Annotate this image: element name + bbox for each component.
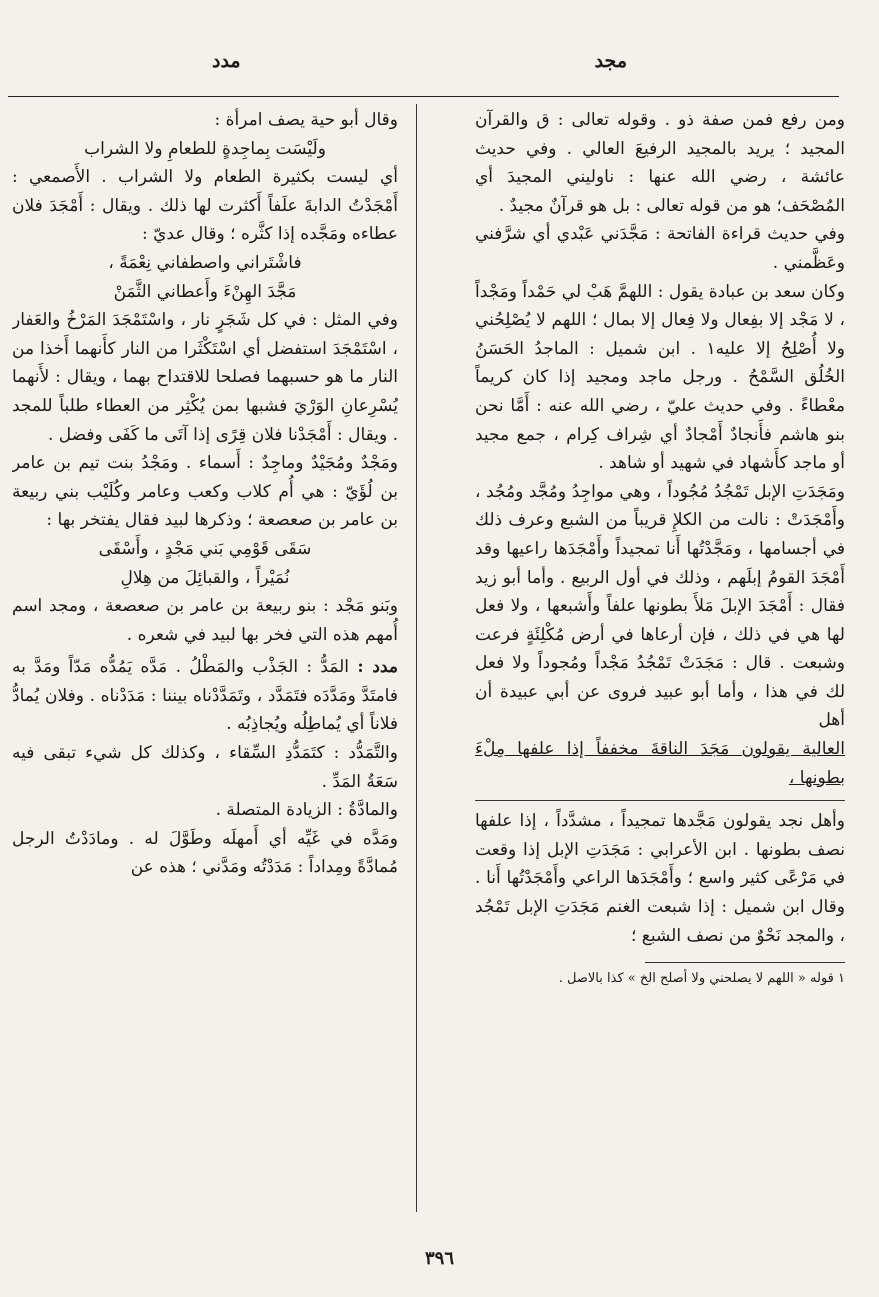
- paragraph: وقال أبو حية يصف امرأة :: [214, 110, 398, 130]
- verse-line: مَجَّدَ الهِنْءَ وأَعطاني الثَّمَنْ: [113, 281, 297, 302]
- footnote: ١ قوله « اللهم لا يصلحني ولا أصلح الخ » كذا بالاصل .: [558, 971, 845, 987]
- paragraph: ومَجْدٌ ومُجَيْدٌ وماجِدٌ : أَسماء . ومَجْدُ بنت تيم بن عامر بن لُؤَيّ : هي أُم كلاب وكعب وعامر وكُلَيْب بني ربيعة بن عامر بن صعصعة ؛ وذكرها لبيد فقال يفتخر بها :: [12, 453, 398, 531]
- paragraph: وكان سعد بن عبادة يقول : اللهمَّ هَبْ لي حَمْداً ومَجْداً ، لا مَجْد إلا بفِعال ولا فِعال إلا بمال ؛ اللهم لا يُصْلِحُني ولا أُصْلِحُ إلا عليه١ . ابن شميل : الماجدُ الحَسَنُ الخُلُق السَّمْحُ . ورجل ماجد ومجيد إذا كان كريماً معْطاءً . وفي حديث عليّ ، رضي الله عنه : أَمَّا نحن بنو هاشم فأَنجادٌ أَمْجادٌ أي شِراف كِرام ، جمع مجيد أو ماجد كأَشهاد في شهيد أو شاهد .: [475, 281, 845, 474]
- paragraph: وفي حديث قراءة الفاتحة : مَجَّدَني عَبْدي أي شرَّفني وعَظَّمني .: [475, 224, 845, 273]
- right-column: [475, 106, 845, 1196]
- verse-line: فاشْتَراني واصطفاني نِعْمَةً ،: [108, 252, 302, 273]
- header-right-word: مجد: [594, 50, 627, 72]
- verse-line: نُمَيْراً ، والقبائِلَ من هِلالِ: [120, 567, 290, 588]
- paragraph: والتَّمَدُّد : كتَمَدُّدِ السِّقاء ، وكذلك كل شيء تبقى فيه سَعَةُ المَدِّ .: [12, 743, 398, 792]
- entry-headword: مدد :: [357, 657, 398, 678]
- paragraph: أي ليست بكثيرة الطعام ولا الشراب . الأَصمعي : أَمْجَدْتُ الدابةَ علَفاً أَكثرت لها ذلك . ويقال : أَمْجَدَ فلان عطاءه ومَجَّده إذا كثَّره ؛ وقال عديّ :: [12, 167, 398, 245]
- footnote-rule: [645, 962, 845, 963]
- entry-text: المَدُّ : الجَذْب والمَطْلُ . مَدَّه يَمُدُّه مَدّاً ومَدَّ به فامتَدَّ ومَدَّدَه فتَمَدَّد ، وتَمَدَّدْناه بيننا : مَدَدْناه . وفلان يُمادُّ فلاناً أي يُماطِلُه ويُجاذِبُه .: [12, 657, 398, 735]
- paragraph: ومَجَدَتِ الإبل تَمْجُدُ مُجُوداً ، وهي مواجِدُ ومُجَّد ومُجُد ، وأَمْجَدَتْ : نالت من الكلإِ قريباً من الشبع وعرف ذلك في أجسامها ، ومَجَّدْتُها أَنا تمجيداً وأَمْجَدَها راعيها وقد أَمْجَدَ القومُ إبلَهم ، وذلك في أول الربيع . وأما أبو زيد فقال : أَمْجَدَ الإبلَ مَلأَ بطونها علفاً وأَشبعها ، ولا فعل لها هي في ذلك ، فإن أرعاها في أرض مُكْلِئَةٍ فرعت وشبعت . قال : مَجَدَتْ تَمْجُدُ مَجْداً ومُجوداً ولا فعل لك في هذا ، وأما أبو عبيد فروى عن أبي عبيدة أن أهل: [475, 481, 845, 731]
- column-divider: [416, 104, 417, 1212]
- page-number: ٣٩٦: [424, 1248, 454, 1269]
- paragraph: وبَنو مَجْد : بنو ربيعة بن عامر بن صعصعة ، ومجد اسم أُمهم هذه التي فخر بها لبيد في شعره .: [12, 596, 398, 645]
- underlined-line: العالية يقولون مَجَدَ الناقةَ مخففاً إذا علفها مِلْءَ بطونها ،: [475, 739, 845, 788]
- paragraph: ومن رفع فمن صفة ذو . وقوله تعالى : ق والقرآن المجيد ؛ يريد بالمجيد الرفيعَ العالي . وفي حديث عائشة ، رضي الله عنها : ناوليني المجيدَ أي المُصْحَف؛ هو من قوله تعالى : بل هو قرآنٌ مجيدٌ .: [475, 110, 845, 216]
- header-left-word: مدد: [212, 50, 241, 72]
- paragraph: وأهل نجد يقولون مَجَّدها تمجيداً ، مشدَّداً ، إذا علفها نصف بطونها . ابن الأعرابي : مَجَدَتِ الإبل إذا وقعت في مَرْعًى كثير واسع ؛ وأَمْجَدَها الراعي وأَمْجَدْتُها أَنا . وقال ابن شميل : إذا شبعت الغنم مَجَدَتِ الإبل تَمْجُد ، والمجد نَحْوٌ من نصف الشبع ؛: [475, 811, 845, 946]
- entry-paragraph: [12, 653, 398, 739]
- verse-line: سَقَى قَوْمِي بَني مَجْدٍ ، وأَسْقَى: [98, 538, 312, 559]
- paragraph: وفي المثل : في كل شَجَرٍ نار ، واسْتَمْجَدَ المَرْخُ والعَفار ، اسْتَمْجَدَ استفضل أي اسْتَكْثَرا من النار كأَنهما أَخذا من النار ما هو حسبهما فصلحا للاقتداح بهما ، ويقال : لأَنهما يُسْرِعانِ الوَرْيَ فشبها بمن يُكْثِر من العطاء طلباً للمجد . ويقال : أَمْجَدْنا فلان قِرًى إذا آتَى ما كَفَى وفضل .: [12, 310, 398, 445]
- paragraph: والمادَّةُ : الزيادة المتصلة .: [215, 800, 398, 821]
- separator-rule: [475, 800, 845, 801]
- header-rule: [8, 96, 839, 97]
- paragraph: ومَدَّه في غَيِّه أي أَمهلَه وطَوَّلَ له . ومادَدْتُ الرجل مُمادَّةً ومِداداً : مَدَدْتُه ومَدَّني ؛ هذه عن: [12, 828, 398, 878]
- running-head: [0, 50, 879, 80]
- left-column: [12, 106, 398, 1196]
- verse-line: ولَيْسَت بِماجِدةٍ للطعامِ ولا الشراب: [84, 138, 326, 159]
